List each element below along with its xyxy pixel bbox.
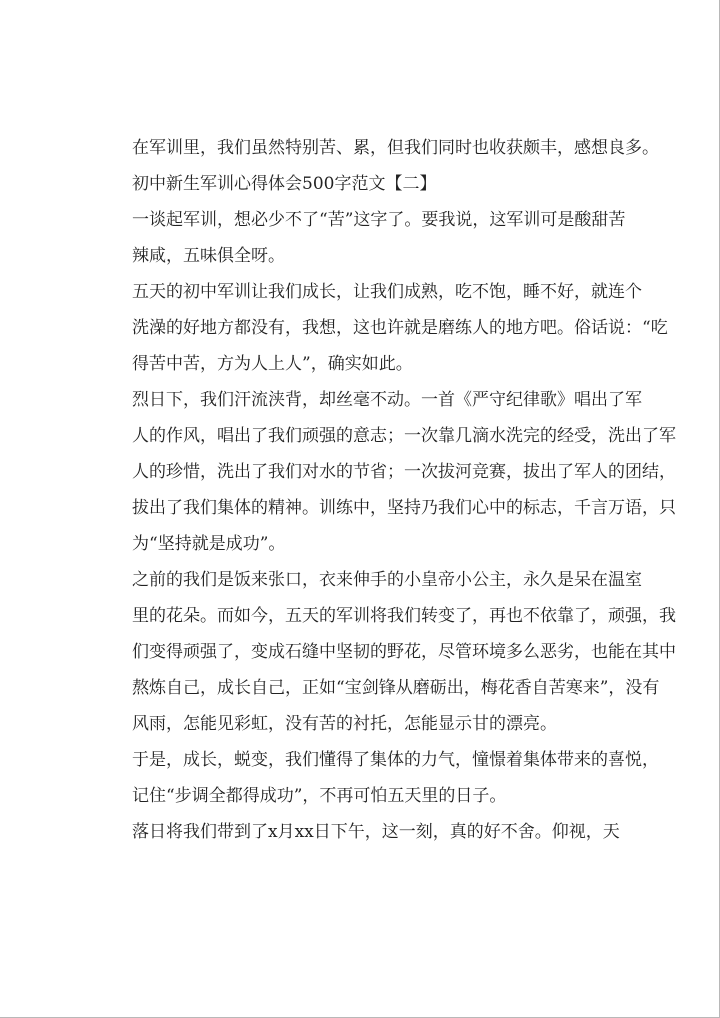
- text-line: 人的珍惜，洗出了我们对水的节省；一次拔河竞赛，拔出了军人的团结，: [132, 462, 676, 482]
- text-line: 辣咸，五味俱全呀。: [132, 246, 285, 266]
- text-line: 们变得顽强了，变成石缝中坚韧的野花，尽管环境多么恶劣，也能在其中: [132, 642, 676, 662]
- text-line: 之前的我们是饭来张口，衣来伸手的小皇帝小公主，永久是呆在温室: [132, 570, 642, 590]
- text-line: 拔出了我们集体的精神。训练中，坚持乃我们心中的标志，千言万语，只: [132, 498, 676, 518]
- document-body: [132, 130, 676, 850]
- text-line: 落日将我们带到了x月xx日下午，这一刻，真的好不舍。仰视，天: [132, 822, 620, 842]
- text-line: 于是，成长，蜕变，我们懂得了集体的力气，憧憬着集体带来的喜悦，: [132, 750, 659, 770]
- text-line: 在军训里，我们虽然特别苦、累，但我们同时也收获颇丰，感想良多。: [132, 138, 659, 158]
- text-line: 为“坚持就是成功”。: [132, 534, 286, 554]
- text-line: 记住“步调全都得成功”，不再可怕五天里的日子。: [132, 786, 507, 806]
- text-line: 五天的初中军训让我们成长，让我们成熟，吃不饱，睡不好，就连个: [132, 282, 642, 302]
- text-line: 洗澡的好地方都没有，我想，这也许就是磨练人的地方吧。俗话说：“吃: [132, 318, 668, 338]
- text-line: 熬炼自己，成长自己，正如“宝剑锋从磨砺出，梅花香自苦寒来”，没有: [132, 678, 660, 698]
- text-line: 人的作风，唱出了我们顽强的意志；一次靠几滴水洗完的经受，洗出了军: [132, 426, 676, 446]
- text-line: 一谈起军训，想必少不了“苦”这字了。要我说，这军训可是酸甜苦: [132, 210, 626, 230]
- section-heading: 初中新生军训心得体会500字范文【二】: [132, 174, 437, 194]
- text-line: 烈日下，我们汗流浃背，却丝毫不动。一首《严守纪律歌》唱出了军: [132, 390, 642, 410]
- text-line: 里的花朵。而如今，五天的军训将我们转变了，再也不依靠了，顽强，我: [132, 606, 676, 626]
- text-line: 得苦中苦，方为人上人”，确实如此。: [132, 354, 413, 374]
- text-line: 风雨，怎能见彩虹，没有苦的衬托，怎能显示甘的漂亮。: [132, 714, 557, 734]
